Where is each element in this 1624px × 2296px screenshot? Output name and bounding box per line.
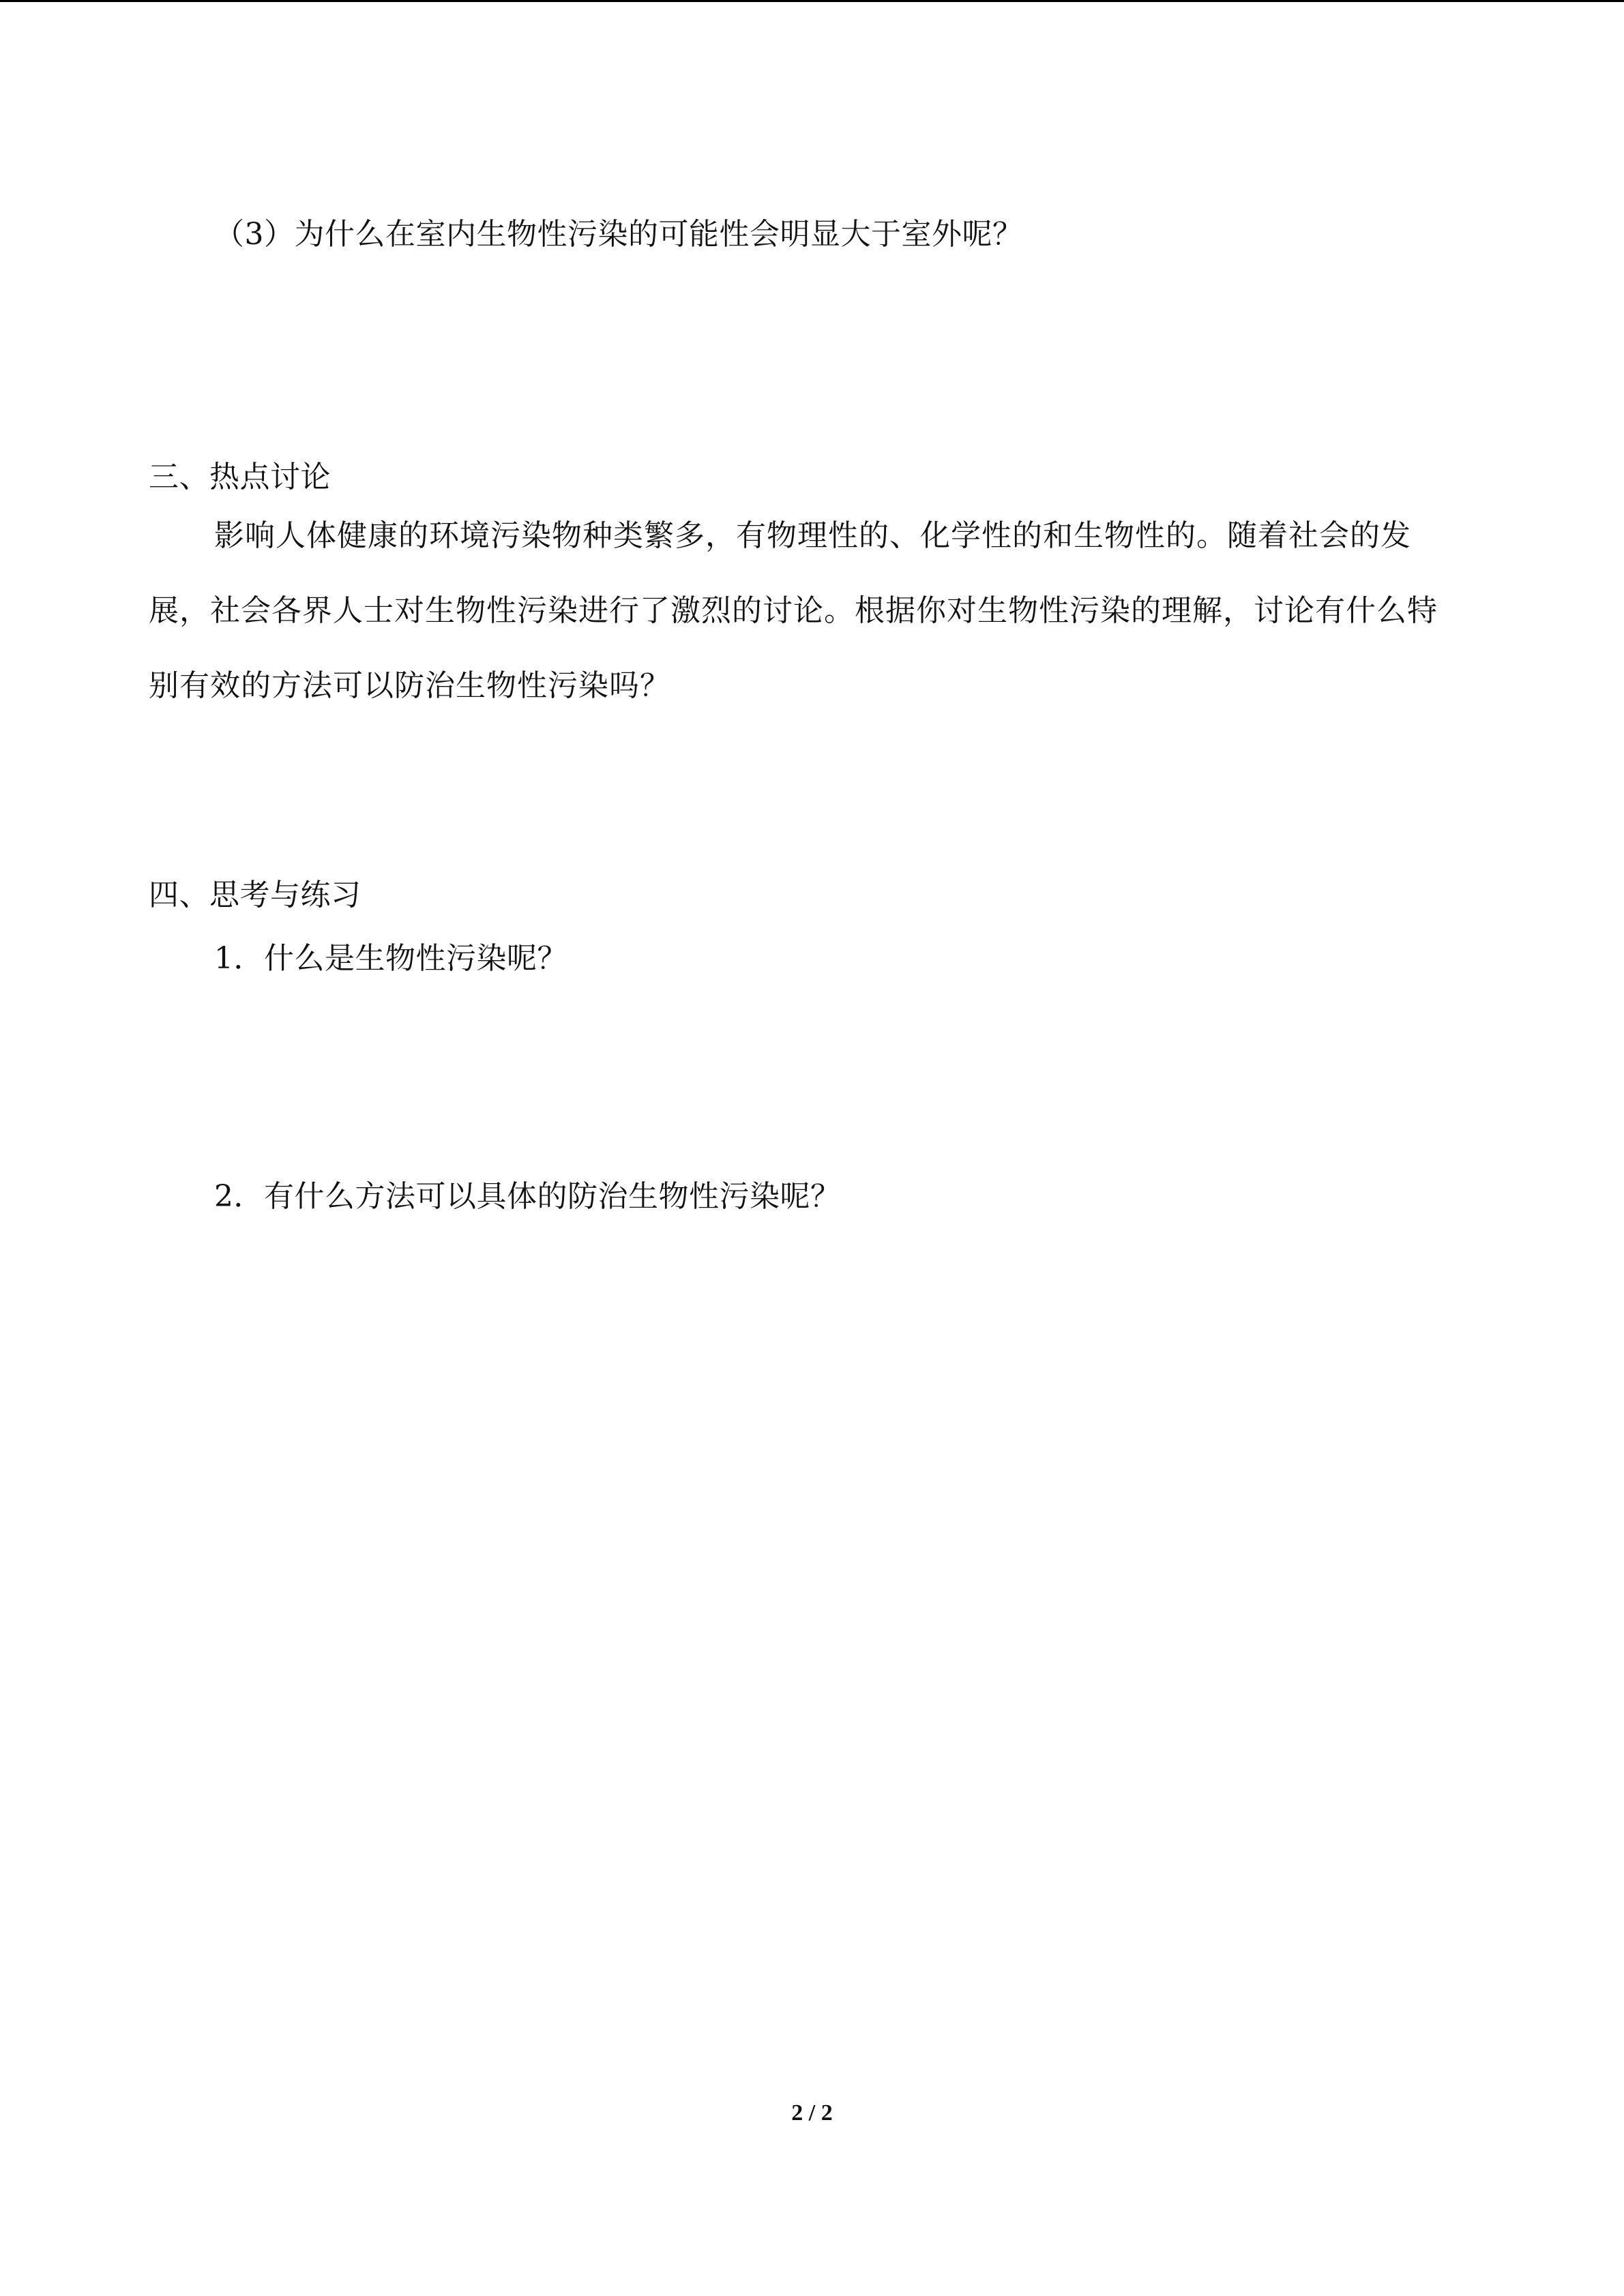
section-4-heading: 四、思考与练习 bbox=[149, 878, 361, 912]
page-top-border bbox=[0, 0, 1624, 2]
exercise-item-1: 1．什么是生物性污染呢？ bbox=[214, 941, 567, 976]
exercise-item-2: 2．有什么方法可以具体的防治生物性污染呢？ bbox=[214, 1179, 841, 1214]
section-3-heading: 三、热点讨论 bbox=[149, 460, 331, 494]
page-number: 2 / 2 bbox=[791, 2100, 833, 2126]
section-3-paragraph: 影响人体健康的环境污染物种类繁多，有物理性的、化学性的和生物性的。随着社会的发展，社会各界人士对生物性污染进行了激烈的讨论。根据你对生物性污染的理解，讨论有什么特别有效的方法可以防治生物性污染吗？ bbox=[149, 518, 1438, 703]
question-3: （3）为什么在室内生物性污染的可能性会明显大于室外呢？ bbox=[214, 217, 1023, 252]
